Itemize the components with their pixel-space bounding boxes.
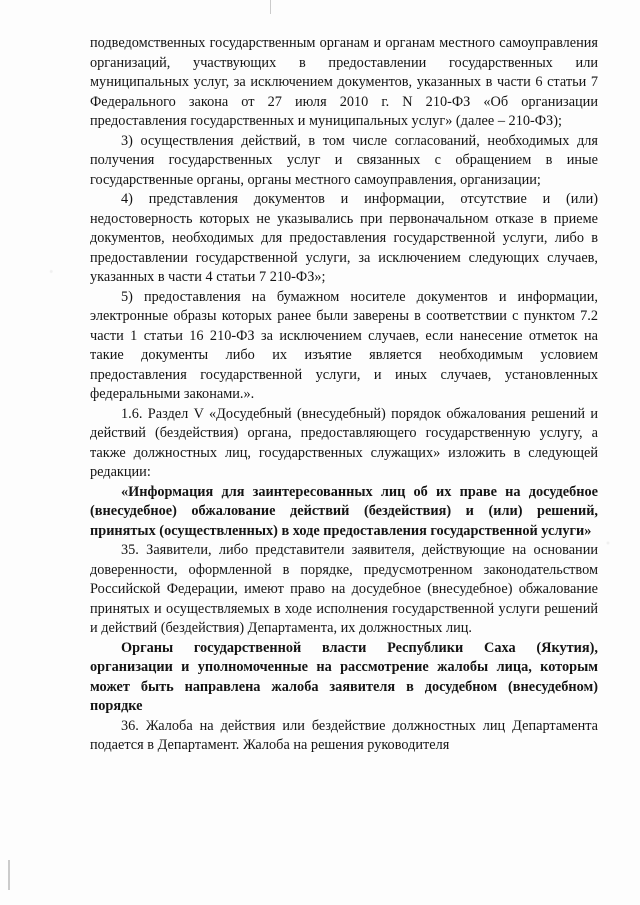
paragraph-item-4: 4) представления документов и информации, отсутствие и (или) недостоверность которых не указывались при первоначальном отказе в приеме документов, необходимых для предоставления государственной услуги, либо в предоставлении государственной услуги, за исключением следующих случаев, указанных в части 4 статьи 7 210-ФЗ»;	[90, 191, 598, 285]
paragraph-item-5: 5) предоставления на бумажном носителе документов и информации, электронные образы которых ранее были заверены в соответствии с пунктом 7.2 части 1 статьи 16 210-ФЗ за исключением случаев, если нанесение отметок на такие документы либо их изъятие является необходимым условием предоставления государственной услуги, и иных случаев, установленных федеральными законами.».	[90, 288, 598, 402]
scan-artifact	[270, 0, 271, 14]
paragraph-1-6: 1.6. Раздел V «Досудебный (внесудебный) порядок обжалования решений и действий (бездействия) органа, предоставляющего государственную услугу, а также должностных лиц, государственных служащих» изложить в следующей редакции:	[90, 405, 598, 480]
paragraph-continuation: подведомственных государственным органам и органам местного самоуправления организаций, участвующих в предоставлении государственных или муниципальных услуг, за исключением документов, указанных в части 6 статьи 7 Федерального закона от 27 июля 2010 г. N 210-ФЗ «Об организации предоставления государственных и муниципальных услуг» (далее – 210-ФЗ);	[90, 35, 598, 129]
paragraph-item-3: 3) осуществления действий, в том числе согласований, необходимых для получения государственных услуг и связанных с обращением в иные государственные органы, органы местного самоуправления, организации;	[90, 132, 598, 188]
scan-artifact	[8, 860, 10, 890]
section-heading-appeal-info: «Информация для заинтересованных лиц об их праве на досудебное (внесудебное) обжалование действий (бездействия) и (или) решений, принятых (осуществленных) в ходе предоставления государственной услуги»	[90, 483, 598, 539]
section-heading-authorities: Органы государственной власти Республики Саха (Якутия), организации и уполномоченные на рассмотрение жалобы лица, которым может быть направлена жалоба заявителя в досудебном (внесудебном) порядке	[90, 639, 598, 714]
paragraph-36: 36. Жалоба на действия или бездействие должностных лиц Департамента подается в Департамент. Жалоба на решения руководителя	[90, 717, 598, 753]
document-body	[90, 34, 598, 756]
paragraph-35: 35. Заявители, либо представители заявителя, действующие на основании доверенности, оформленной в порядке, предусмотренном законодательством Российской Федерации, имеют право на досудебное (внесудебное) обжалование принятых и осуществляемых в ходе исполнения государственной услуги решений и действий (бездействия) Департамента, их должностных лиц.	[90, 542, 598, 636]
